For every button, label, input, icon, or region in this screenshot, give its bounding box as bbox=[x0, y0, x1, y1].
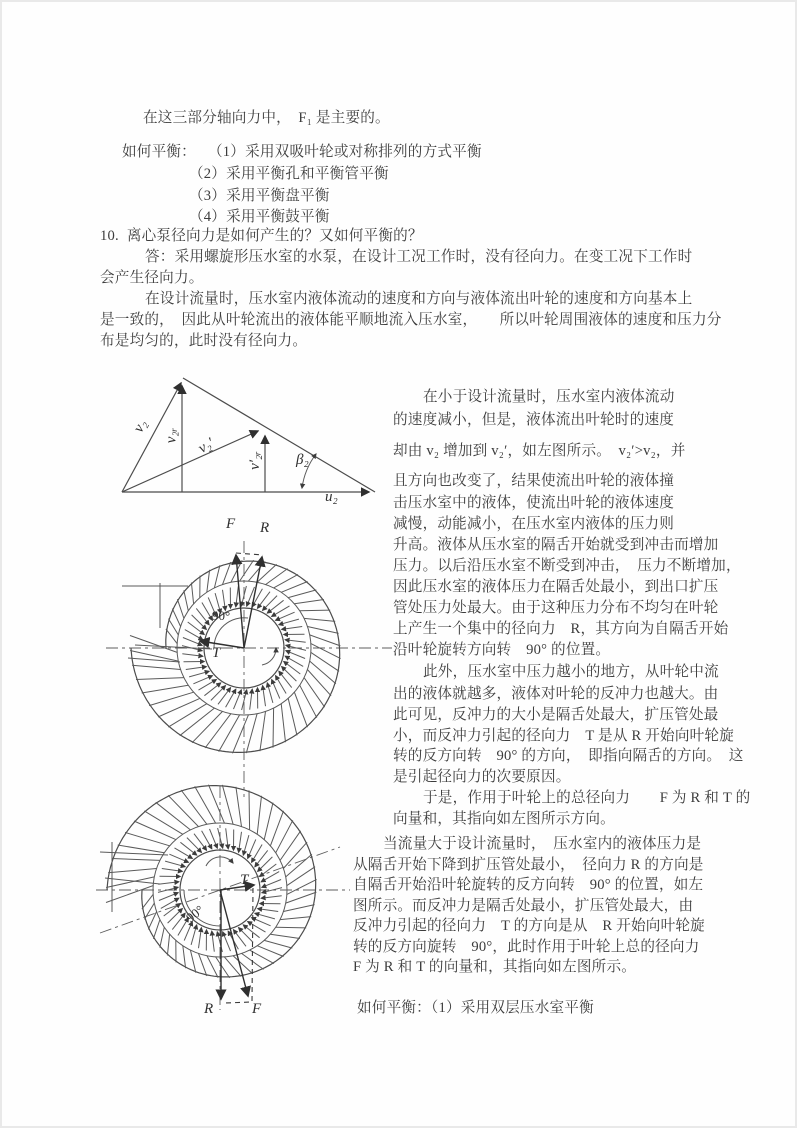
label-force-F-1: F bbox=[226, 516, 236, 532]
label-force-T-2: T bbox=[240, 872, 249, 888]
text-line: 当流量大于设计流量时， 压水室内的液体压力是 bbox=[383, 836, 702, 852]
question-10-line bbox=[100, 227, 423, 246]
text-line: 从隔舌开始下降到扩压管处最小， 径向力 R 的方向是 bbox=[353, 857, 704, 873]
answer-line-4: 是一致的， 因此从叶轮流出的液体能平顺地流入压水室， 所以叶轮周围液体的速度和压力分 bbox=[100, 312, 722, 328]
text-line: 因此压水室的液体压力在隔舌处最小，到出口扩压 bbox=[393, 579, 719, 595]
text-line: 的速度减小，但是，液体流出叶轮时的速度 bbox=[393, 412, 675, 428]
label-v2r-prime: v′₂ᵣ bbox=[246, 451, 263, 470]
balance-item-2: （2）采用平衡孔和平衡管平衡 bbox=[189, 166, 389, 182]
text-line: 是引起径向力的次要原因。 bbox=[393, 769, 571, 785]
text-line: 上产生一个集中的径向力 R，其方向为自隔舌开始 bbox=[393, 621, 729, 637]
label-beta2: β₂ bbox=[296, 452, 309, 468]
text-line: 减慢，动能减小，在压水室内液体的压力则 bbox=[393, 516, 675, 532]
balance-question-label: 如何平衡： bbox=[122, 144, 196, 160]
question-text: 离心泵径向力是如何产生的？又如何平衡的？ bbox=[126, 228, 423, 244]
text-line: 于是，作用于叶轮上的总径向力 F 为 R 和 T 的 bbox=[423, 790, 751, 806]
label-force-R-2: R bbox=[204, 1001, 214, 1017]
balance2-line: 如何平衡：（1）采用双层压水室平衡 bbox=[357, 1000, 594, 1016]
label-force-R-1: R bbox=[260, 520, 270, 536]
text-line: 出的液体就越多，液体对叶轮的反冲力也越大。由 bbox=[393, 686, 719, 702]
balance-item-4: （4）采用平衡鼓平衡 bbox=[189, 209, 330, 225]
text-line: 转的反方向转 90° 的方向， 即指向隔舌的方向。 这 bbox=[393, 748, 744, 764]
text-line: F 为 R 和 T 的向量和，其指向如左图所示。 bbox=[353, 959, 637, 975]
answer-line-1: 答：采用螺旋形压水室的水泵，在设计工况工作时，没有径向力。在变工况下工作时 bbox=[145, 249, 693, 265]
answer-line-5: 布是均匀的，此时没有径向力。 bbox=[100, 333, 308, 349]
label-v2: v₂ bbox=[130, 417, 151, 436]
text-line: 在小于设计流量时，压水室内液体流动 bbox=[423, 389, 675, 405]
answer-line-3: 在设计流量时，压水室内液体流动的速度和方向与液体流出叶轮的速度和方向基本上 bbox=[145, 291, 693, 307]
label-force-T-1: T bbox=[212, 645, 221, 661]
volute-figure-large-flow bbox=[88, 778, 398, 1030]
text-line: 小，而反冲力引起的径向力 T 是从 R 开始向叶轮旋 bbox=[393, 728, 735, 744]
text-line: 升高。液体从压水室的隔舌开始就受到冲击而增加 bbox=[393, 537, 719, 553]
text-line: 向量和，其指向如左图所示方向。 bbox=[393, 811, 615, 827]
label-v2-prime: v₂′ bbox=[195, 435, 217, 457]
label-u2: u₂ bbox=[325, 489, 338, 505]
text-line: 压力。以后沿压水室不断受到冲击， 压力不断增加， bbox=[393, 558, 741, 574]
label-angle-90-1: 90° bbox=[212, 608, 231, 623]
text-line: 击压水室中的液体，使流出叶轮的液体速度 bbox=[393, 495, 675, 511]
text-line: 沿叶轮旋转方向转 90° 的位置。 bbox=[393, 642, 611, 658]
answer-line-2: 会产生径向力。 bbox=[100, 270, 204, 286]
label-angle-90-2: 90° bbox=[183, 902, 207, 926]
question-number: 10. bbox=[100, 228, 119, 244]
volute-figure-small-flow bbox=[100, 513, 400, 805]
text-line: 反冲力引起的径向力 T 的方向是从 R 开始向叶轮旋 bbox=[353, 918, 705, 934]
text-line: 图所示。而反冲力是隔舌处最小，扩压管处最大，由 bbox=[353, 898, 694, 914]
text-line: 自隔舌开始沿叶轮旋转的反方向转 90° 的位置，如左 bbox=[353, 877, 704, 893]
balance-item-1: （1）采用双吸叶轮或对称排列的方式平衡 bbox=[207, 144, 482, 160]
balance-question-line bbox=[122, 143, 482, 162]
label-force-F-2: F bbox=[252, 1001, 262, 1017]
text-line: 管处压力处最大。由于这种压力分布不均匀在叶轮 bbox=[393, 600, 719, 616]
text-line: 此可见，反冲力的大小是隔舌处最大，扩压管处最 bbox=[393, 707, 719, 723]
text-line: 转的反方向旋转 90°，此时作用于叶轮上总的径向力 bbox=[353, 939, 700, 955]
label-v2r: v₂ᵣ bbox=[163, 427, 180, 444]
velocity-triangle-figure bbox=[95, 358, 395, 510]
text-line: 此外，压水室中压力越小的地方，从叶轮中流 bbox=[423, 664, 719, 680]
text-line: 却由 v₂ 增加到 v₂′，如左图所示。 v₂′>v₂，并 bbox=[393, 443, 686, 459]
axial-force-summary: 在这三部分轴向力中， F₁ 是主要的。 bbox=[143, 110, 390, 126]
balance-item-3: （3）采用平衡盘平衡 bbox=[189, 188, 330, 204]
text-line: 且方向也改变了，结果使流出叶轮的液体撞 bbox=[393, 473, 675, 489]
